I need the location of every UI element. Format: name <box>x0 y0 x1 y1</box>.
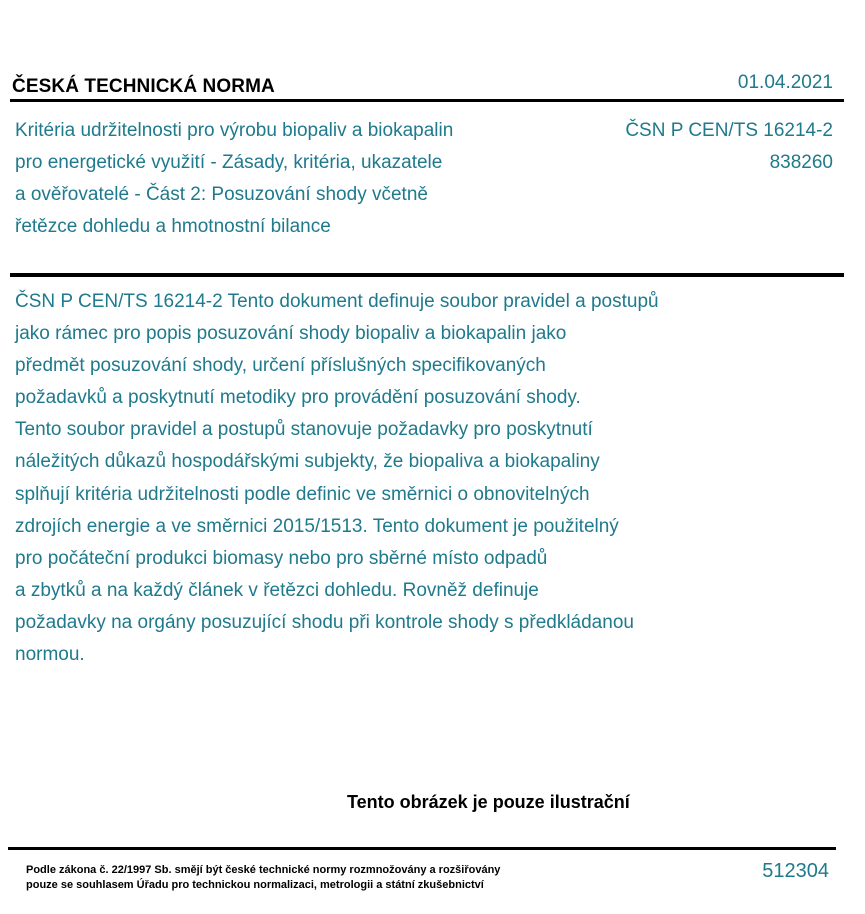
document-abstract <box>15 286 750 671</box>
footer-divider <box>8 847 836 850</box>
abstract-line: a zbytků a na každý článek v řetězci dohledu. Rovněž definuje <box>15 579 539 601</box>
abstract-line: ČSN P CEN/TS 16214-2 Tento dokument definuje soubor pravidel a postupů <box>15 291 659 312</box>
document-title <box>15 115 535 243</box>
document-title-line: řetězce dohledu a hmotnostní bilance <box>15 216 331 237</box>
copyright-notice-line: Podle zákona č. 22/1997 Sb. smějí být české technické normy rozmnožovány a rozšiřovány <box>26 864 501 876</box>
abstract-line: zdrojích energie a ve směrnici 2015/1513. Tento dokument je použitelný <box>15 515 619 537</box>
catalog-number: 838260 <box>769 152 833 173</box>
standard-code: ČSN P CEN/TS 16214-2 <box>625 120 833 141</box>
copyright-notice <box>26 863 500 893</box>
document-number: 512304 <box>762 860 829 882</box>
abstract-line: požadavky na orgány posuzující shodu při kontrole shody s předkládanou <box>15 611 634 633</box>
norm-header-title: ČESKÁ TECHNICKÁ NORMA <box>12 76 275 97</box>
abstract-line: předmět posuzování shody, určení příslušných specifikovaných <box>15 355 546 377</box>
document-title-line: a ověřovatelé - Část 2: Posuzování shody včetně <box>15 184 428 205</box>
abstract-line: požadavků a poskytnutí metodiky pro provádění posuzování shody. <box>15 387 581 409</box>
document-title-line: Kritéria udržitelnosti pro výrobu biopaliv a biokapalin <box>15 120 454 141</box>
abstract-line: normou. <box>15 644 85 666</box>
abstract-line: pro počáteční produkci biomasy nebo pro sběrné místo odpadů <box>15 547 548 569</box>
header-divider <box>10 99 844 102</box>
copyright-notice-line: pouze se souhlasem Úřadu pro technickou normalizaci, metrologii a státní zkušebnictví <box>26 879 484 891</box>
publication-date: 01.04.2021 <box>737 72 833 93</box>
document-title-line: pro energetické využití - Zásady, kritéria, ukazatele <box>15 152 443 173</box>
abstract-line: jako rámec pro popis posuzování shody biopaliv a biokapalin jako <box>15 323 567 345</box>
abstract-line: Tento soubor pravidel a postupů stanovuje požadavky pro poskytnutí <box>15 419 593 441</box>
standard-identification <box>625 115 833 179</box>
illustration-disclaimer: Tento obrázek je pouze ilustrační <box>347 792 630 812</box>
abstract-line: náležitých důkazů hospodářskými subjekty, že biopaliva a biokapaliny <box>15 451 600 473</box>
abstract-line: splňují kritéria udržitelnosti podle definic ve směrnici o obnovitelných <box>15 483 590 505</box>
title-divider <box>10 273 844 277</box>
